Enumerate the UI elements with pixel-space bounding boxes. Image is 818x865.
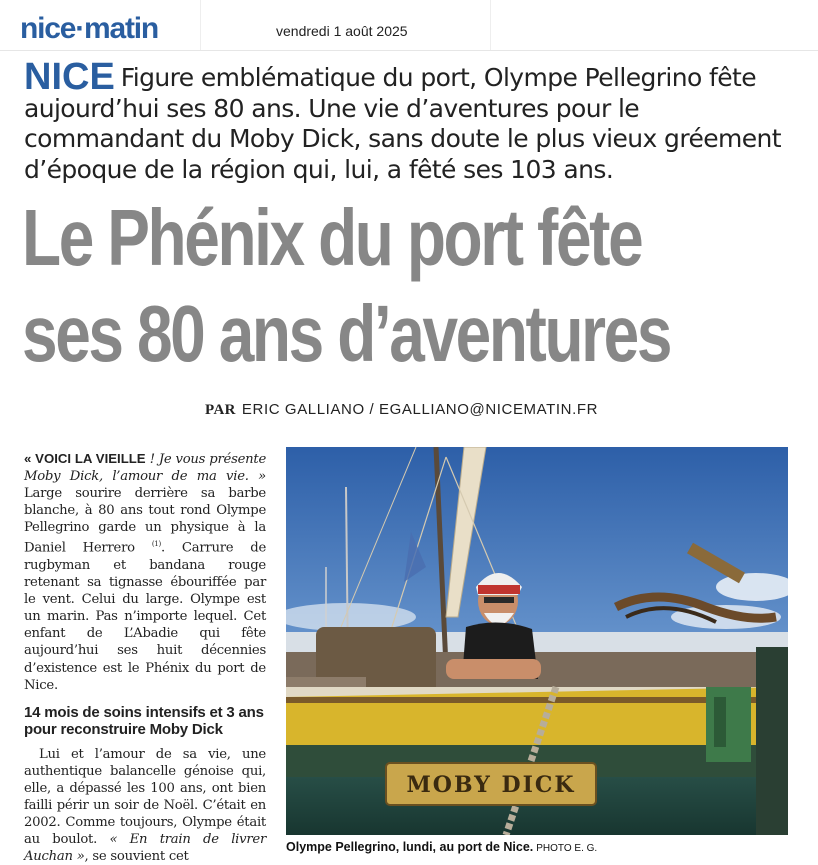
headline: [22, 190, 671, 382]
photo-credit: PHOTO E. G.: [536, 843, 598, 854]
subhead: 14 mois de soins intensifs et 3 ans pour reconstruire Moby Dick: [24, 703, 264, 738]
standfirst-text: Figure emblématique du port, Olympe Pellegrino fête aujourd’hui ses 80 ans. Une vie d’aventures pour le commandant du Moby Dick, sans doute le plus vieux gréement d’époque de la région qui, lui, a fêté ses 103 ans.: [24, 63, 781, 184]
photo-caption: [286, 840, 597, 854]
divider: [490, 0, 491, 50]
paragraph-text: Lui et l’amour de sa vie, une authentique balancelle génoise qui, elle, a dépassé les 100 ans, ont bien failli périr un soir de Noël. C’était en 2002. Comme toujours, Olympe était au boulot.: [24, 746, 266, 848]
caption-text: Olympe Pellegrino, lundi, au port de Nice.: [286, 840, 534, 854]
top-bar: [0, 0, 818, 51]
footnote-marker: (1): [151, 540, 161, 549]
quote: « En train de livrer Auchan »: [24, 832, 266, 865]
standfirst: [24, 56, 804, 185]
paragraph-lead: « VOICI LA VIEILLE: [24, 451, 146, 466]
paragraph-text: Large sourire derrière sa barbe blanche, à 80 ans tout rond Olympe Pellegrino garde un physique à la Daniel Herrero: [24, 486, 266, 556]
paragraph-text: . Carrure de rugbyman et bandana rouge retenant sa tignasse ébouriffée par le vent. Celui du large. Olympe est un marin. Pas n’importe lequel. Cet enfant de L’Abadie qui fête aujourd’hui ses huit décennies d’existence est le Phénix du port de Nice.: [24, 540, 267, 693]
paragraph-text: , se souvient cet: [84, 849, 189, 865]
article-photo[interactable]: [286, 447, 788, 835]
divider: [200, 0, 201, 50]
paragraph-1: [24, 450, 266, 694]
location-kicker: NICE: [24, 56, 115, 98]
boat-photo-illustration: [286, 447, 788, 835]
byline: [205, 401, 598, 419]
nice-matin-logo[interactable]: nice·matin: [20, 12, 159, 45]
edition-date: vendredi 1 août 2025: [276, 23, 408, 39]
byline-prefix: PAR: [205, 402, 236, 418]
headline-line-1: Le Phénix du port fête: [22, 193, 642, 282]
headline-line-2: ses 80 ans d’aventures: [22, 289, 671, 378]
byline-author[interactable]: ERIC GALLIANO / EGALLIANO@NICEMATIN.FR: [241, 401, 599, 418]
boat-name-plate: MOBY DICK: [406, 772, 576, 798]
quote: ! Je vous présente Moby Dick, l’amour de ma vie. »: [24, 452, 266, 485]
body-column: [24, 450, 266, 865]
paragraph-2: [24, 746, 266, 865]
